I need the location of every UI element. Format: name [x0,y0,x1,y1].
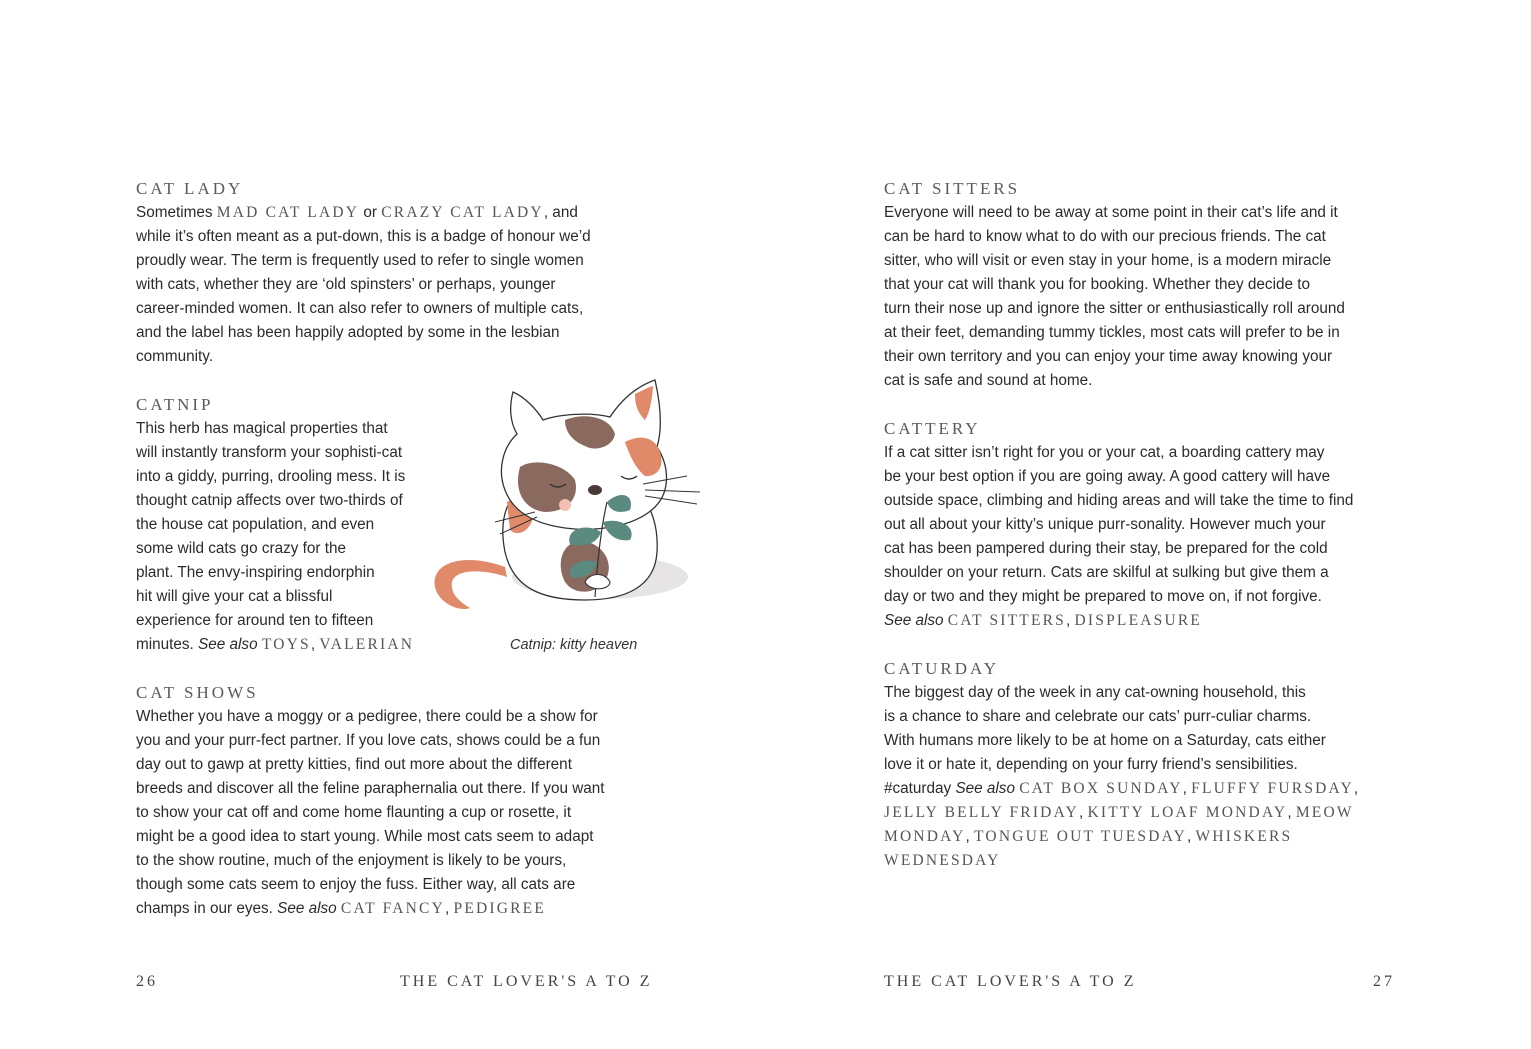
body-line: can be hard to know what to do with our precious friends. The cat [884,228,1326,245]
body-line: love it or hate it, depending on your furry friend’s sensibilities. [884,756,1298,773]
body-line: you and your purr-fect partner. If you love cats, shows could be a fun [136,732,601,749]
body-line: cat has been pampered during their stay, be prepared for the cold [884,540,1328,557]
body-line: shoulder on your return. Cats are skilful at sulking but give them a [884,564,1329,581]
entry-catnip [136,393,414,657]
body-line: breeds and discover all the feline paraphernalia out there. If you want [136,780,605,797]
body-line: their own territory and you can enjoy your time away knowing your [884,348,1333,365]
body-line: day or two and they might be prepared to move on, if not forgive. [884,588,1322,605]
body-line: community. [136,348,214,365]
body-line: some wild cats go crazy for the [136,540,346,557]
body-text: #caturday [884,780,956,797]
cross-reference-toys: TOYS [261,636,311,653]
page-number: 26 [136,973,158,990]
body-text: , [1078,804,1088,821]
cheek-blush [559,499,571,511]
catnip-cat-illustration [425,372,710,627]
entry-cat-sitters [884,177,1345,393]
entry-body [136,705,605,921]
body-line: with cats, whether they are ‘old spinsters’ or perhaps, younger [136,276,556,293]
left-page [0,0,765,1049]
body-line: be your best option if you are going away. A good cattery will have [884,468,1331,485]
entry-body [136,417,414,657]
entry-body [884,681,1358,873]
see-also-label: See also [955,780,1015,797]
cat-nose [588,485,602,495]
entry-cat-shows [136,681,605,921]
body-line: is a chance to share and celebrate our cats’ purr-culiar charms. [884,708,1312,725]
body-line: Everyone will need to be away at some point in their cat’s life and it [884,204,1338,221]
cross-reference-whiskers-wednesday: WHISKERS [1195,828,1293,845]
body-line: into a giddy, purring, drooling mess. It is [136,468,406,485]
body-line: at their feet, demanding tummy tickles, most cats will prefer to be in [884,324,1340,341]
body-text: , [1182,780,1192,797]
body-line: out all about your kitty’s unique purr-sonality. However much your [884,516,1326,533]
running-title: THE CAT LOVER'S A TO Z [400,973,653,990]
body-line: With humans more likely to be at home on a Saturday, cats either [884,732,1326,749]
entry-heading: CATURDAY [884,659,1000,678]
body-line: will instantly transform your sophisti-cat [136,444,403,461]
body-line: plant. The envy-inspiring endorphin [136,564,375,581]
body-line: The biggest day of the week in any cat-owning household, this [884,684,1306,701]
body-line: to show your cat off and come home flaunting a cup or rosette, it [136,804,572,821]
cross-reference-cat-sitters: CAT SITTERS [947,612,1067,629]
body-line: though some cats seem to enjoy the fuss. Either way, all cats are [136,876,576,893]
illustration-caption: Catnip: kitty heaven [510,637,638,653]
cross-reference-crazy-cat-lady: CRAZY CAT LADY [381,204,544,221]
body-line: and the label has been happily adopted by some in the lesbian [136,324,560,341]
cross-reference-cat-fancy: CAT FANCY [340,900,445,917]
cat-tail [435,560,507,609]
entry-heading: CAT SITTERS [884,179,1021,198]
entry-heading: CATNIP [136,395,214,414]
cross-reference-whiskers-wednesday-cont: WEDNESDAY [884,852,1001,869]
body-line: proudly wear. The term is frequently used to refer to single women [136,252,584,269]
body-text: , [1187,828,1196,845]
entry-body [136,201,591,369]
cross-reference-mad-cat-lady: MAD CAT LADY [216,204,360,221]
see-also-label: See also [884,612,944,629]
cross-reference-meow-monday: MEOW [1295,804,1354,821]
body-line: sitter, who will visit or even stay in your home, is a modern miracle [884,252,1332,269]
cross-reference-cat-box-sunday: CAT BOX SUNDAY [1019,780,1183,797]
see-also-label: See also [277,900,337,917]
entry-caturday [884,657,1358,873]
entry-heading: CATTERY [884,419,981,438]
body-line: the house cat population, and even [136,516,375,533]
body-text: , [965,828,975,845]
body-text: , and [543,204,578,221]
see-also-label: See also [198,636,258,653]
body-line: If a cat sitter isn’t right for you or your cat, a boarding cattery may [884,444,1325,461]
entry-body [884,441,1353,633]
body-line: career-minded women. It can also refer to owners of multiple cats, [136,300,584,317]
body-text: minutes. [136,636,199,653]
entry-heading: CAT SHOWS [136,683,259,702]
body-text: or [359,204,382,221]
cross-reference-jelly-belly-friday: JELLY BELLY FRIDAY [884,804,1079,821]
body-line: might be a good idea to start young. While most cats seem to adapt [136,828,594,845]
page-number: 27 [1373,973,1395,990]
body-line: Whether you have a moggy or a pedigree, there could be a show for [136,708,598,725]
cross-reference-meow-monday-cont: MONDAY [884,828,966,845]
body-text: , [445,900,454,917]
entry-cat-lady [136,177,591,369]
right-page [765,0,1531,1049]
entry-cattery [884,417,1353,633]
body-text: , [310,636,320,653]
body-text: Sometimes [136,204,217,221]
body-line: day out to gawp at pretty kitties, find out more about the different [136,756,572,773]
body-text: , [1066,612,1075,629]
cat-paws [585,575,610,589]
entry-heading: CAT LADY [136,179,244,198]
body-line: hit will give your cat a blissful [136,588,333,605]
body-line: turn their nose up and ignore the sitter or enthusiastically roll around [884,300,1345,317]
body-text: , [1287,804,1296,821]
body-line: that your cat will thank you for booking. Whether they decide to [884,276,1310,293]
cross-reference-valerian: VALERIAN [319,636,415,653]
cross-reference-pedigree: PEDIGREE [453,900,547,917]
cross-reference-fluffy-fursday: FLUFFY FURSDAY [1191,780,1354,797]
body-line: outside space, climbing and hiding areas and will take the time to find [884,492,1354,509]
body-text: , [1353,780,1359,797]
body-text: champs in our eyes. [136,900,278,917]
body-line: experience for around ten to fifteen [136,612,374,629]
body-line: thought catnip affects over two-thirds of [136,492,403,509]
body-line: This herb has magical properties that [136,420,388,437]
cross-reference-kitty-loaf-monday: KITTY LOAF MONDAY [1087,804,1288,821]
entry-body [884,201,1345,393]
cross-reference-tongue-out-tuesday: TONGUE OUT TUESDAY [974,828,1188,845]
body-line: while it’s often meant as a put-down, this is a badge of honour we’d [136,228,591,245]
body-line: cat is safe and sound at home. [884,372,1093,389]
body-line: to the show routine, much of the enjoyment is likely to be yours, [136,852,567,869]
cross-reference-displeasure: DISPLEASURE [1074,612,1203,629]
running-title: THE CAT LOVER'S A TO Z [884,973,1137,990]
